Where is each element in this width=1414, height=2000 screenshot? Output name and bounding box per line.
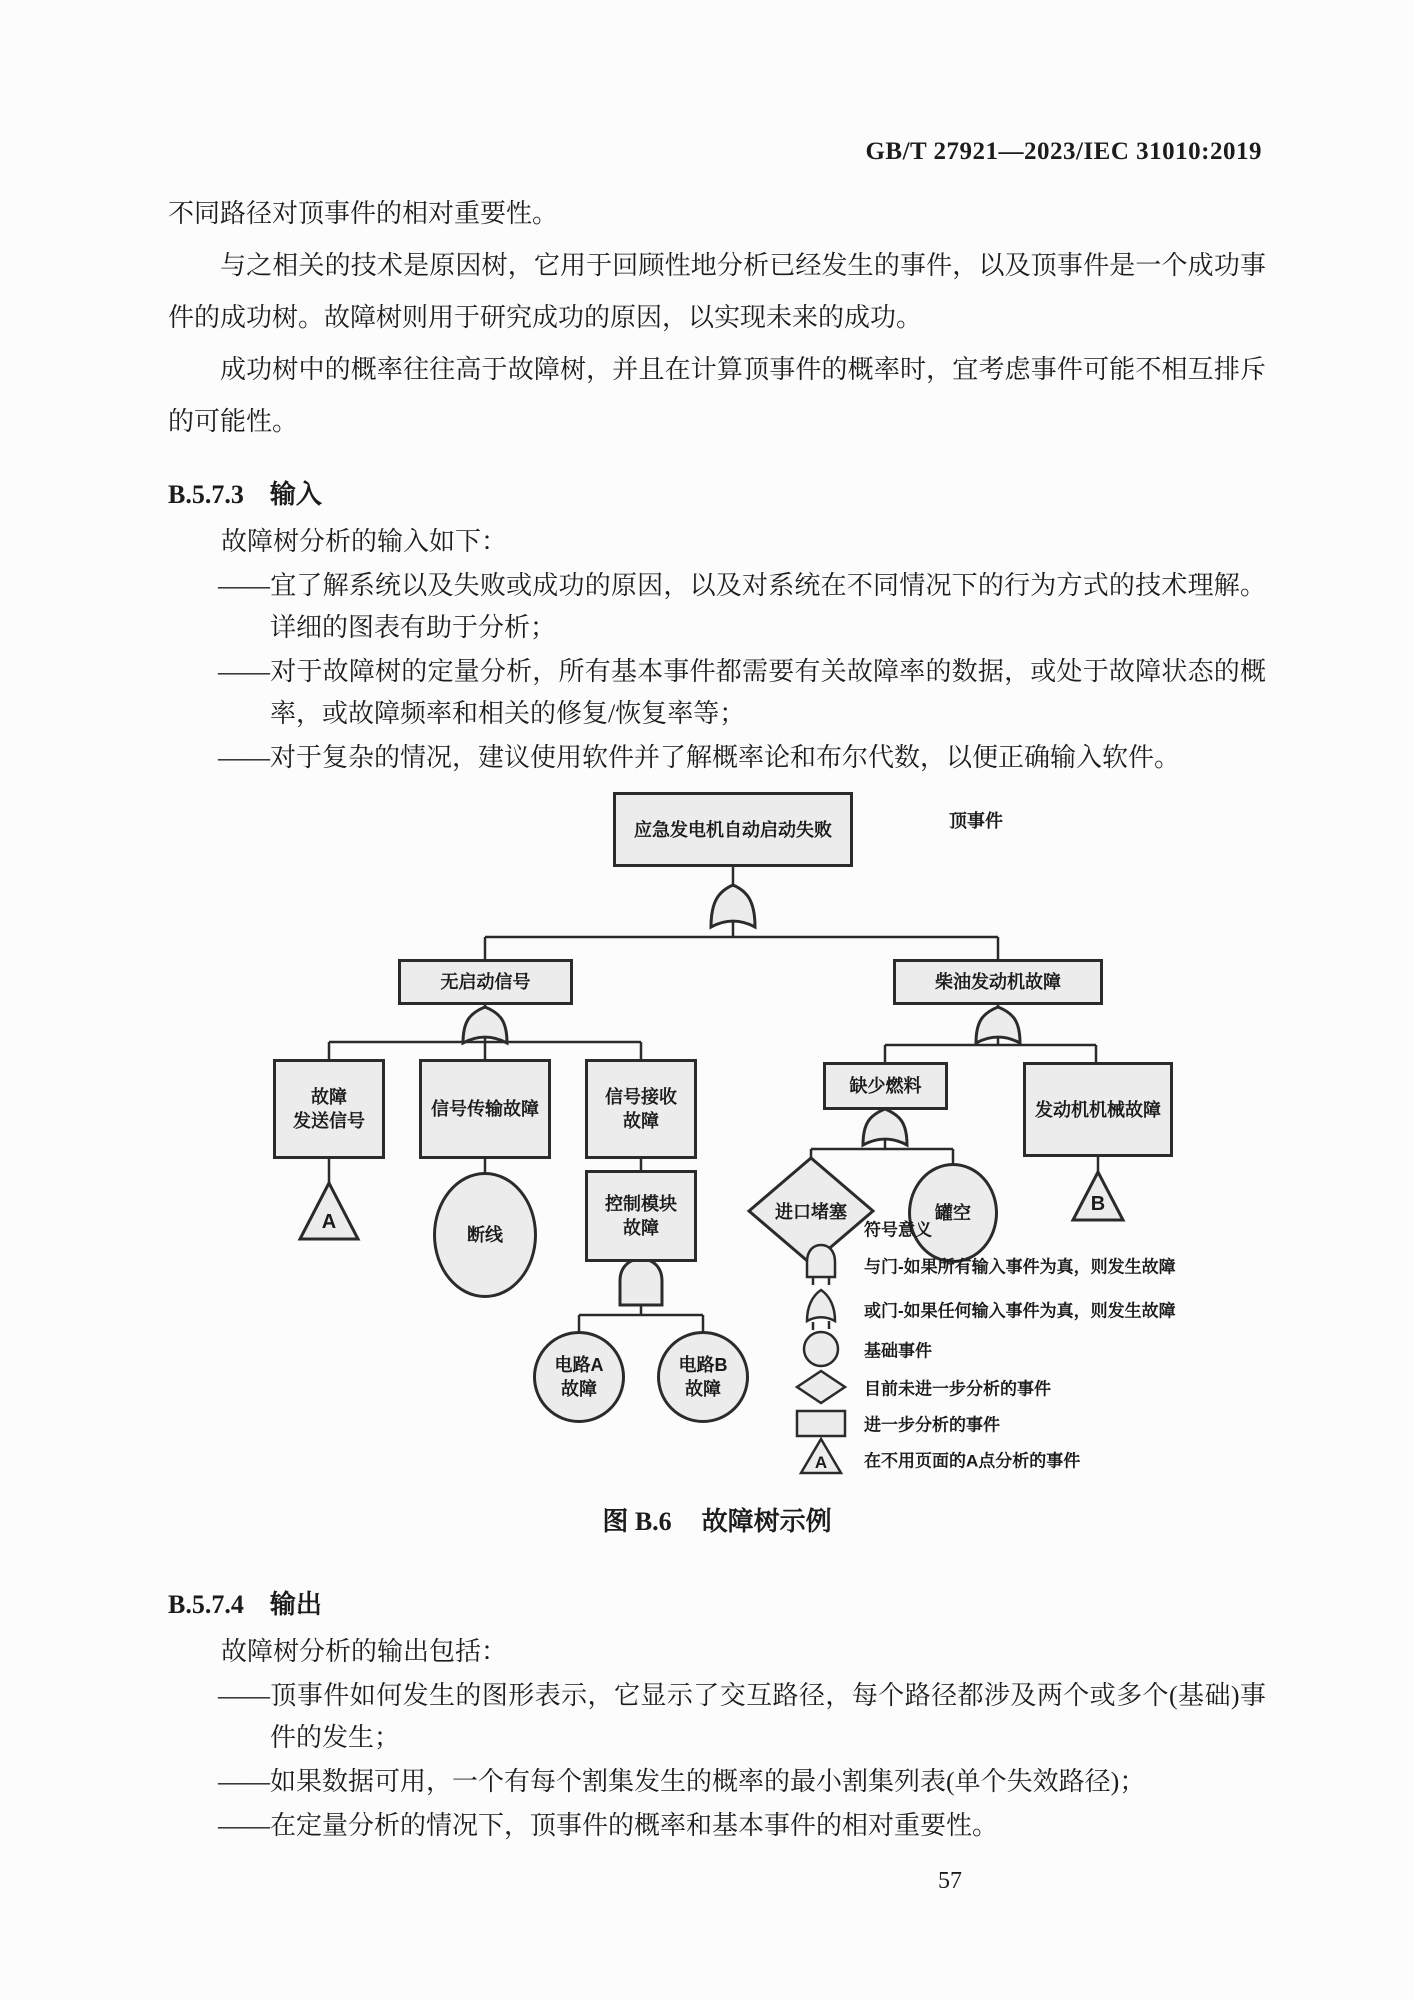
standard-code-header: GB/T 27921—2023/IEC 31010:2019 [865, 138, 1262, 165]
node-circuit-b-fault [657, 1331, 749, 1423]
or-gate-fuel [863, 1109, 907, 1145]
fault-tree-diagram [233, 787, 1183, 1479]
basic-event-icon [804, 1332, 838, 1366]
legend-basic-event: 基础事件 [864, 1341, 932, 1361]
node-engine-mechanical-fault: 发动机机械故障 [1023, 1062, 1173, 1157]
input-lead: 故障树分析的输入如下： [221, 527, 508, 556]
node-no-start-signal: 无启动信号 [398, 959, 573, 1005]
output-item: ——顶事件如何发生的图形表示，它显示了交互路径，每个路径都涉及两个或多个(基础)事件的发生； [218, 1681, 1266, 1752]
output-item: ——在定量分析的情况下，顶事件的概率和基本事件的相对重要性。 [218, 1811, 999, 1840]
or-gate-right [976, 1007, 1020, 1043]
or-gate-left [463, 1007, 507, 1043]
legend-title: 符号意义 [864, 1220, 932, 1240]
node-line: 故障 [623, 1111, 659, 1131]
input-item: ——宜了解系统以及失败或成功的原因，以及对系统在不同情况下的行为方式的技术理解。详细的图表有助于分析； [218, 571, 1266, 642]
node-control-module-fault [585, 1170, 697, 1262]
analyzed-event-icon [797, 1411, 845, 1436]
transfer-b-letter: B [1090, 1193, 1106, 1215]
node-inlet-blocked: 进口堵塞 [775, 1202, 847, 1222]
and-gate-control [620, 1259, 662, 1305]
or-gate-icon [807, 1290, 835, 1321]
section-heading-input [168, 474, 1266, 511]
and-gate-icon [807, 1245, 835, 1277]
legend-undeveloped-event: 目前未进一步分析的事件 [864, 1379, 1051, 1399]
node-line: 信号接收 [605, 1087, 677, 1107]
node-line: 故障 [311, 1087, 347, 1107]
intro-paragraph-2: 与之相关的技术是原因树，它用于回顾性地分析已经发生的事件，以及顶事件是一个成功事件的成功树。故障树则用于研究成功的原因，以实现未来的成功。 [168, 251, 1266, 332]
input-item: ——对于复杂的情况，建议使用软件并了解概率论和布尔代数，以便正确输入软件。 [218, 743, 1181, 772]
top-event-label: 顶事件 [949, 811, 1003, 831]
section-number: B.5.7.4 [168, 1590, 244, 1619]
node-tank-empty: 罐空 [908, 1163, 998, 1263]
page-number: 57 [938, 1868, 962, 1894]
node-fault-send-signal [273, 1059, 385, 1159]
node-circuit-a-fault [533, 1331, 625, 1423]
figure-title: 故障树示例 [701, 1506, 832, 1536]
section-title: 输入 [269, 479, 322, 509]
node-lack-of-fuel: 缺少燃料 [823, 1062, 948, 1110]
node-broken-line: 断线 [433, 1172, 537, 1298]
section-title: 输出 [269, 1589, 322, 1619]
intro-paragraph-1: 不同路径对顶事件的相对重要性。 [168, 199, 559, 228]
figure-caption [168, 1501, 1266, 1538]
node-line: 故障 [685, 1379, 721, 1399]
undeveloped-event-icon [797, 1371, 845, 1403]
node-signal-transmission-fault: 信号传输故障 [419, 1059, 551, 1159]
node-top-event: 应急发电机自动启动失败 [613, 792, 853, 867]
node-line: 故障 [561, 1379, 597, 1399]
node-line: 电路A [554, 1355, 604, 1375]
node-line: 电路B [678, 1355, 728, 1375]
node-diesel-engine-fault: 柴油发动机故障 [893, 959, 1103, 1005]
legend-transfer-event: 在不用页面的A点分析的事件 [864, 1451, 1081, 1471]
legend-or-gate: 或门-如果任何输入事件为真，则发生故障 [864, 1301, 1176, 1321]
output-item: ——如果数据可用，一个有每个割集发生的概率的最小割集列表(单个失效路径)； [218, 1767, 1146, 1796]
page-content [168, 188, 1266, 1849]
or-gate-top [711, 885, 755, 927]
section-number: B.5.7.3 [168, 480, 244, 509]
node-line: 控制模块 [605, 1194, 677, 1214]
legend-transfer-letter: A [814, 1453, 828, 1472]
intro-paragraph-3: 成功树中的概率往往高于故障树，并且在计算顶事件的概率时，宜考虑事件可能不相互排斥的可能性。 [168, 355, 1266, 436]
output-lead: 故障树分析的输出包括： [221, 1637, 508, 1666]
legend-icons [797, 1245, 845, 1473]
node-line: 发送信号 [293, 1111, 365, 1131]
section-heading-output [168, 1584, 1266, 1621]
transfer-a-letter: A [321, 1211, 337, 1233]
node-line: 故障 [623, 1218, 659, 1238]
node-signal-receive-fault [585, 1059, 697, 1159]
figure-label: 图 B.6 [602, 1507, 672, 1536]
legend-analyzed-event: 进一步分析的事件 [864, 1415, 1000, 1435]
input-item: ——对于故障树的定量分析，所有基本事件都需要有关故障率的数据，或处于故障状态的概率，或故障频率和相关的修复/恢复率等； [218, 657, 1266, 728]
legend-and-gate: 与门-如果所有输入事件为真，则发生故障 [864, 1257, 1176, 1277]
